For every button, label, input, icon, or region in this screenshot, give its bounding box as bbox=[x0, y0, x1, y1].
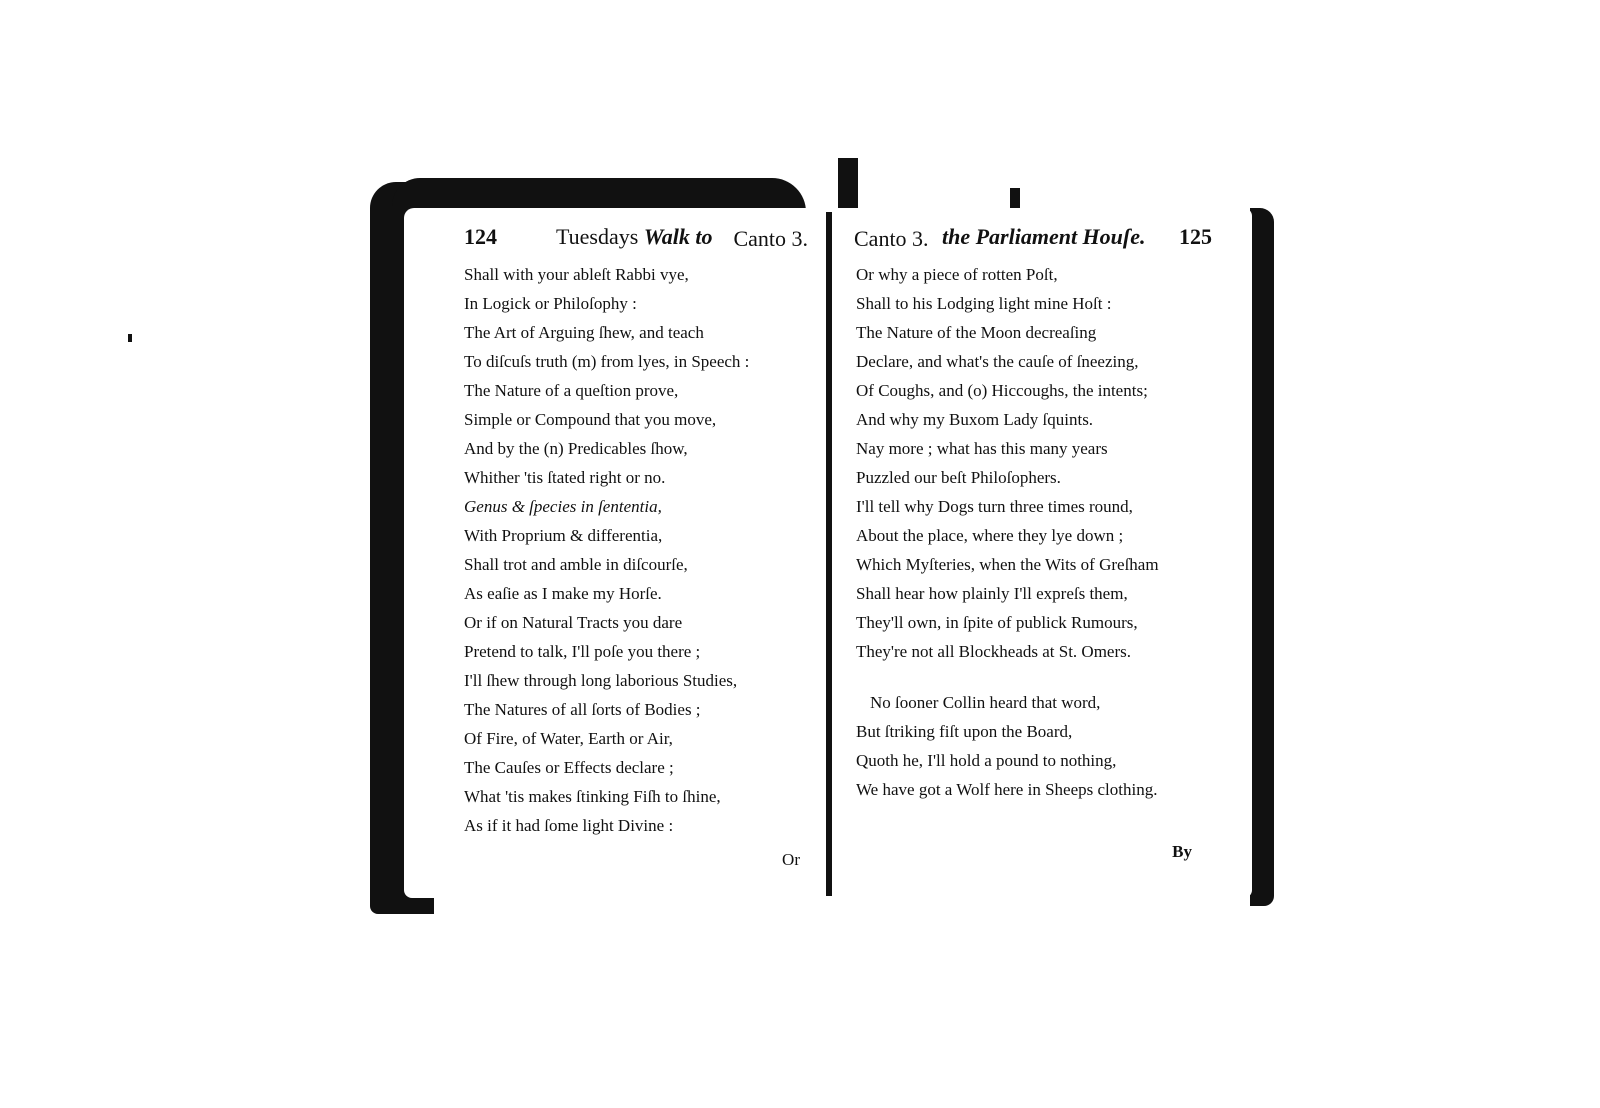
stanza-break bbox=[856, 666, 1242, 688]
verse-line: The Nature of the Moon decreaſing bbox=[856, 323, 1097, 342]
verse-line: In Logick or Philoſophy : bbox=[464, 294, 637, 313]
left-page bbox=[404, 208, 828, 898]
verse-line: With Proprium & differentia, bbox=[464, 526, 663, 545]
left-page-header bbox=[464, 224, 808, 264]
verse-line: Shall trot and amble in diſcourſe, bbox=[464, 555, 688, 574]
verse-line: Whither 'tis ſtated right or no. bbox=[464, 468, 666, 487]
scan-speck bbox=[128, 334, 132, 342]
verse-line: And by the (n) Predicables ſhow, bbox=[464, 439, 688, 458]
verse-line: Puzzled our beſt Philoſophers. bbox=[856, 468, 1061, 487]
verse-line: But ſtriking fiſt upon the Board, bbox=[856, 722, 1073, 741]
verse-lines bbox=[856, 260, 1242, 804]
verse-line: Of Fire, of Water, Earth or Air, bbox=[464, 729, 673, 748]
verse-line: Declare, and what's the cauſe of ſneezing, bbox=[856, 352, 1139, 371]
running-canto: Canto 3. bbox=[854, 226, 929, 251]
verse-line: They'll own, in ſpite of publick Rumours, bbox=[856, 613, 1138, 632]
right-page-header bbox=[854, 224, 1212, 264]
running-title-italic: the Parliament Houſe. bbox=[942, 224, 1146, 249]
verse-line: About the place, where they lye down ; bbox=[856, 526, 1124, 545]
verse-line: Or if on Natural Tracts you dare bbox=[464, 613, 683, 632]
running-title-italic: Walk to bbox=[643, 224, 713, 249]
running-title-plain: Tuesdays bbox=[556, 224, 639, 249]
catchword: Or bbox=[782, 850, 800, 869]
verse-line: The Art of Arguing ſhew, and teach bbox=[464, 323, 704, 342]
verse-line: Which Myſteries, when the Wits of Greſham bbox=[856, 555, 1159, 574]
verse-line: Or why a piece of rotten Poſt, bbox=[856, 265, 1058, 284]
verse-line: As if it had ſome light Divine : bbox=[464, 816, 674, 835]
catchword: By bbox=[1172, 842, 1192, 861]
verse-line: The Natures of all ſorts of Bodies ; bbox=[464, 700, 701, 719]
verse-line: Genus & ſpecies in ſententia, bbox=[464, 497, 662, 516]
verse-line: Pretend to talk, I'll poſe you there ; bbox=[464, 642, 701, 661]
verse-line: We have got a Wolf here in Sheeps clothing. bbox=[856, 780, 1158, 799]
verse-line: Shall hear how plainly I'll expreſs them, bbox=[856, 584, 1128, 603]
verse-line: Simple or Compound that you move, bbox=[464, 410, 717, 429]
page-number: 125 bbox=[1179, 224, 1212, 249]
verse-line: They're not all Blockheads at St. Omers. bbox=[856, 642, 1131, 661]
page-number: 124 bbox=[464, 224, 497, 249]
verse-lines bbox=[464, 260, 818, 840]
open-book bbox=[370, 178, 1290, 918]
verse-line: As eaſie as I make my Horſe. bbox=[464, 584, 662, 603]
running-canto: Canto 3. bbox=[733, 226, 808, 251]
running-title bbox=[556, 224, 712, 250]
verse-line: Shall with your ableſt Rabbi vye, bbox=[464, 265, 689, 284]
verse-line: What 'tis makes ſtinking Fiſh to ſhine, bbox=[464, 787, 721, 806]
verse-line: Nay more ; what has this many years bbox=[856, 439, 1108, 458]
right-page bbox=[832, 208, 1252, 898]
verse-line: Of Coughs, and (o) Hiccoughs, the intents; bbox=[856, 381, 1148, 400]
book-cover-right-edge bbox=[1250, 208, 1274, 906]
verse-line: To diſcuſs truth (m) from lyes, in Speech : bbox=[464, 352, 750, 371]
verse-line: And why my Buxom Lady ſquints. bbox=[856, 410, 1094, 429]
verse-line: I'll ſhew through long laborious Studies, bbox=[464, 671, 738, 690]
verse-line: I'll tell why Dogs turn three times round, bbox=[856, 497, 1133, 516]
verse-line: The Cauſes or Effects declare ; bbox=[464, 758, 674, 777]
verse-line: The Nature of a queſtion prove, bbox=[464, 381, 679, 400]
verse-line: No ſooner Collin heard that word, bbox=[870, 693, 1101, 712]
verse-line: Quoth he, I'll hold a pound to nothing, bbox=[856, 751, 1117, 770]
verse-line: Shall to his Lodging light mine Hoſt : bbox=[856, 294, 1112, 313]
